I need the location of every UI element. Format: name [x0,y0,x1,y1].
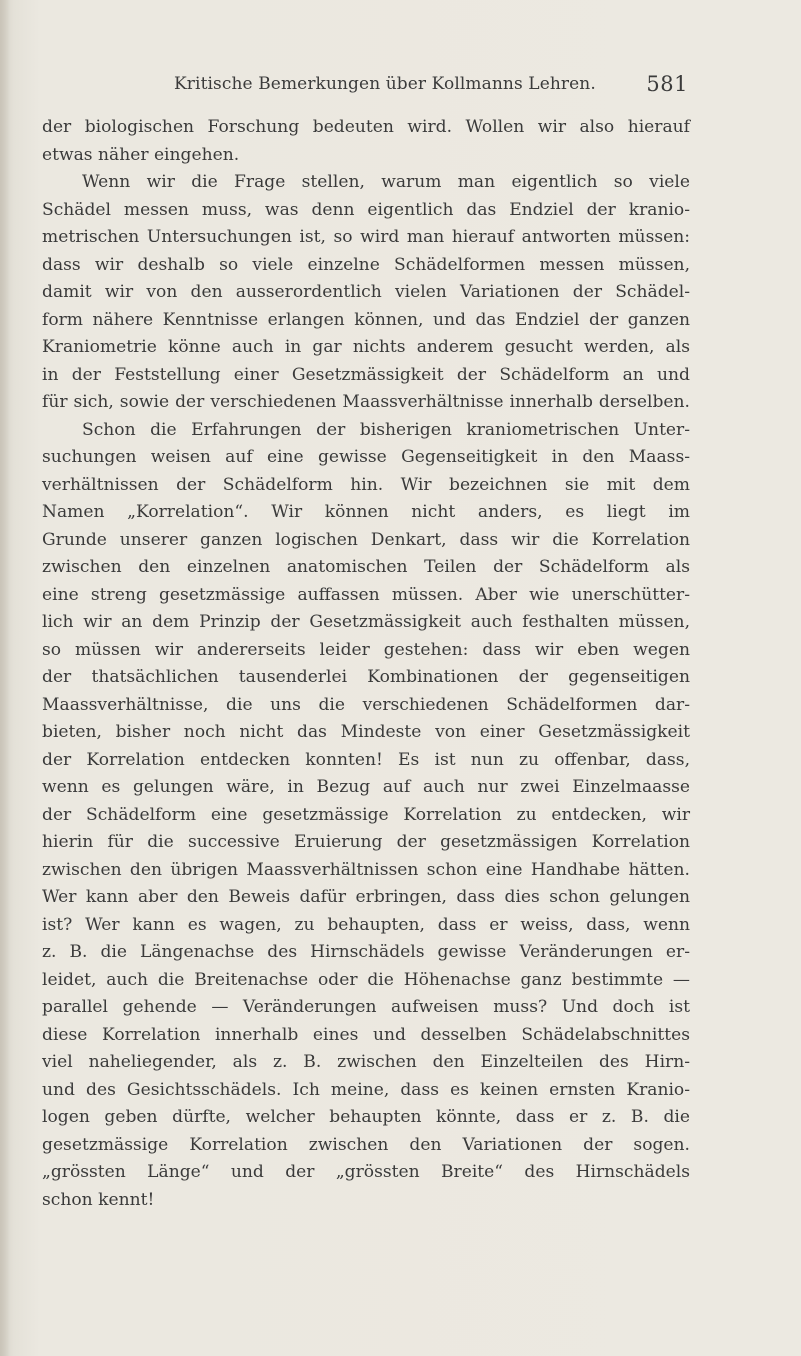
text-line: Schädel messen muss, was denn eigentlich das Endziel der kranio- [42,199,690,220]
text-line: für sich, sowie der verschiedenen Maassverhältnisse innerhalb derselben. [42,392,690,412]
text-line: zwischen den einzelnen anatomischen Teilen der Schädelform als [42,557,690,577]
text-line: Maassverhältnisse, die uns die verschiedenen Schädelformen dar- [42,694,690,715]
text-line: parallel gehende — Veränderungen aufweisen muss? Und doch ist [42,997,690,1017]
running-header [168,62,688,98]
text-line: hierin für die successive Eruierung der gesetzmässigen Korrelation [42,832,690,852]
page-edge-shadow [0,0,10,1356]
text-line: Wer kann aber den Beweis dafür erbringen, dass dies schon gelungen [42,887,690,907]
text-line: suchungen weisen auf eine gewisse Gegenseitigkeit in den Maass- [42,447,690,467]
text-line: viel naheliegender, als z. B. zwischen den Einzelteilen des Hirn- [42,1052,690,1072]
text-line: wenn es gelungen wäre, in Bezug auf auch nur zwei Einzelmaasse [42,777,690,797]
text-line: damit wir von den ausserordentlich vielen Variationen der Schädel- [42,282,690,302]
page-number: 581 [646,72,688,96]
text-line: der thatsächlichen tausenderlei Kombinationen der gegenseitigen [42,667,690,687]
text-line: so müssen wir andererseits leider gestehen: dass wir eben wegen [42,639,690,660]
text-line: gesetzmässige Korrelation zwischen den Variationen der sogen. [42,1134,690,1155]
text-line: metrischen Untersuchungen ist, so wird man hierauf antworten müssen: [42,227,690,247]
text-line: diese Korrelation innerhalb eines und desselben Schädelabschnittes [42,1024,690,1045]
text-line: Namen „Korrelation“. Wir können nicht anders, es liegt im [42,502,690,522]
text-line: form nähere Kenntnisse erlangen können, und das Endziel der ganzen [42,309,690,330]
body-text [42,114,690,1214]
text-line: dass wir deshalb so viele einzelne Schädelformen messen müssen, [42,254,690,275]
text-line: logen geben dürfte, welcher behaupten könnte, dass er z. B. die [42,1107,690,1127]
text-line: Schon die Erfahrungen der bisherigen kraniometrischen Unter- [82,419,690,440]
text-line: in der Feststellung einer Gesetzmässigkeit der Schädelform an und [42,364,690,385]
text-line: „grössten Länge“ und der „grössten Breite“ des Hirnschädels [42,1162,690,1182]
running-title: Kritische Bemerkungen über Kollmanns Lehren. [174,74,596,94]
text-line: zwischen den übrigen Maassverhältnissen schon eine Handhabe hätten. [42,859,690,880]
text-line: ist? Wer kann es wagen, zu behaupten, dass er weiss, dass, wenn [42,914,690,935]
text-line: Grunde unserer ganzen logischen Denkart, dass wir die Korrelation [42,529,690,550]
text-line: Wenn wir die Frage stellen, warum man eigentlich so viele [82,172,690,192]
text-line: etwas näher eingehen. [42,144,240,165]
text-line: verhältnissen der Schädelform hin. Wir bezeichnen sie mit dem [42,474,690,495]
text-line: der biologischen Forschung bedeuten wird. Wollen wir also hierauf [42,117,690,137]
text-line: der Schädelform eine gesetzmässige Korrelation zu entdecken, wir [42,804,690,825]
text-line: der Korrelation entdecken konnten! Es ist nun zu offenbar, dass, [42,749,690,770]
text-line: Kraniometrie könne auch in gar nichts anderem gesucht werden, als [42,337,690,357]
text-line: schon kennt! [42,1189,155,1210]
text-line: bieten, bisher noch nicht das Mindeste von einer Gesetzmässigkeit [42,722,690,742]
text-line: lich wir an dem Prinzip der Gesetzmässigkeit auch festhalten müssen, [42,612,690,632]
text-line: und des Gesichtsschädels. Ich meine, dass es keinen ernsten Kranio- [42,1079,690,1100]
text-line: eine streng gesetzmässige auffassen müssen. Aber wie unerschütter- [42,584,690,605]
text-line: leidet, auch die Breitenachse oder die Höhenachse ganz bestimmte — [42,969,690,990]
text-line: z. B. die Längenachse des Hirnschädels gewisse Veränderungen er- [42,942,690,962]
